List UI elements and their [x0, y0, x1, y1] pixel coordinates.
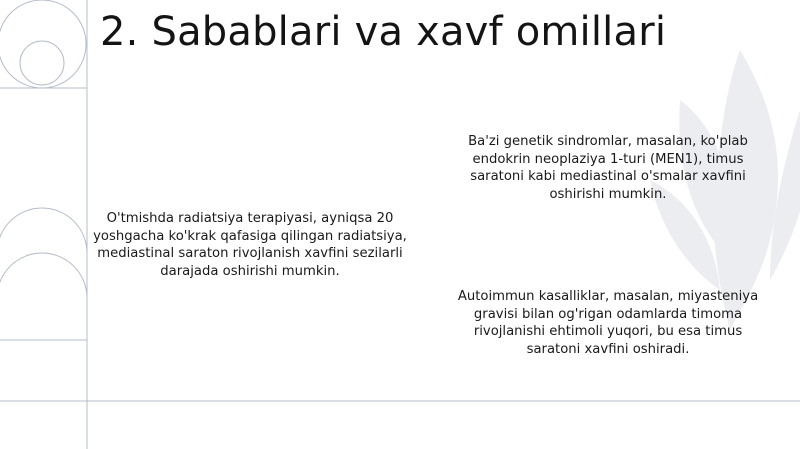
autoimmune-diseases-text: Autoimmun kasalliklar, masalan, miyasteniya gravisi bilan og'rigan odamlarda timoma rivojlanishi ehtimoli yuqori, bu esa timus saratoni xavfini oshiradi. — [457, 289, 759, 357]
outline-arc — [0, 208, 87, 253]
outline-circle-small — [20, 41, 64, 85]
outline-circle-large — [0, 0, 86, 88]
slide-title: 2. Sabablari va xavf omillari — [100, 9, 667, 55]
genetic-syndromes-text: Ba'zi genetik sindromlar, masalan, ko'plab endokrin neoplaziya 1-turi (MEN1), timus saratoni kabi mediastinal o'smalar xavfini oshirishi mumkin. — [468, 134, 748, 202]
radiation-therapy-text: O'tmishda radiatsiya terapiyasi, ayniqsa 20 yoshgacha ko'krak qafasiga qilingan radiatsiya, mediastinal saraton rivojlanish xavfini sezilarli darajada oshirishi mumkin. — [93, 211, 407, 279]
outline-arc — [0, 253, 87, 298]
